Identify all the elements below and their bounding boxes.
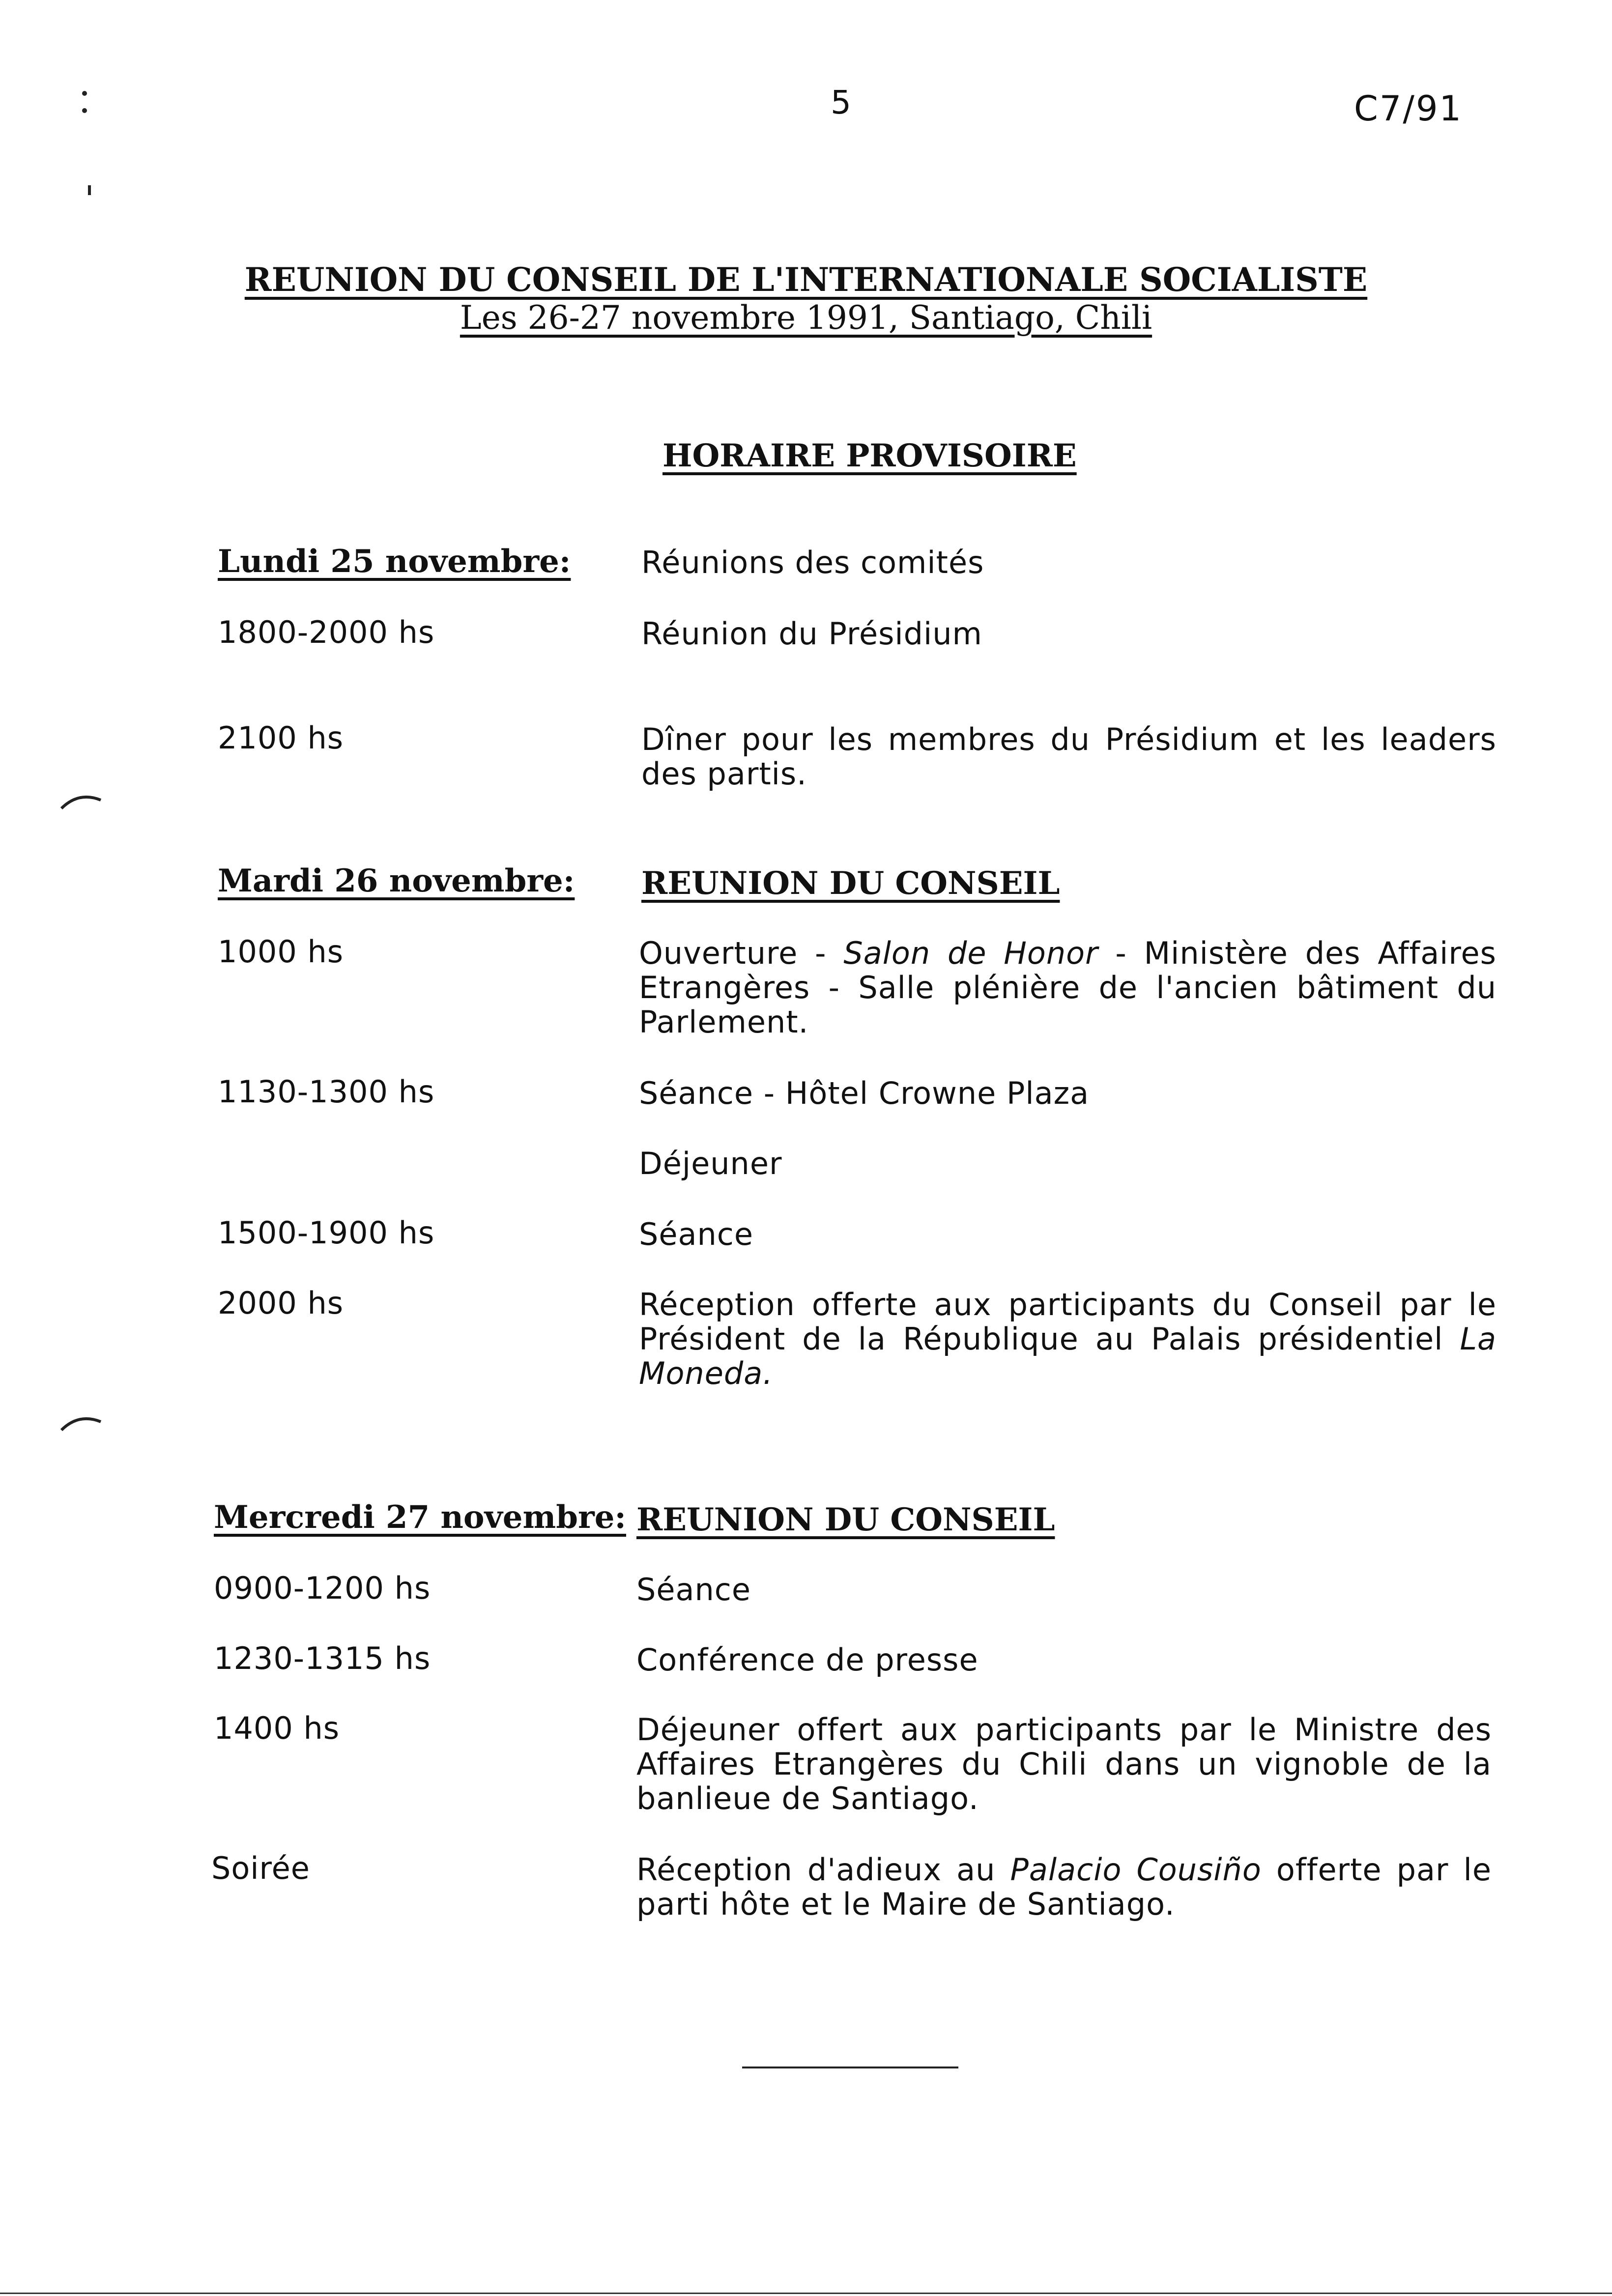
schedule-time: 1500-1900 hs: [218, 1215, 435, 1251]
schedule-description: Conférence de presse: [636, 1642, 979, 1678]
schedule-time: 0900-1200 hs: [214, 1570, 431, 1606]
description-text: Réception d'adieux au: [636, 1852, 1010, 1888]
schedule-time: 1000 hs: [218, 934, 344, 970]
schedule-time: 1800-2000 hs: [218, 614, 435, 650]
punch-hole-mark: [59, 1413, 103, 1433]
schedule-description: Déjeuner: [639, 1146, 782, 1181]
description-text: offerte par le parti hôte et le Maire de Santiago.: [636, 1852, 1492, 1922]
schedule-description: Séance: [639, 1216, 754, 1252]
schedule-description: Séance: [636, 1572, 751, 1607]
venue-name: Palacio Cousiño: [1010, 1852, 1262, 1888]
document-reference: C7/91: [1354, 88, 1463, 129]
schedule-time: Soirée: [211, 1850, 310, 1886]
punch-hole-mark: [59, 791, 103, 811]
schedule-time: 2000 hs: [218, 1285, 344, 1321]
day-heading-wednesday: Mercredi 27 novembre:: [214, 1499, 627, 1536]
meeting-title: REUNION DU CONSEIL DE L'INTERNATIONALE SOCIALISTE: [244, 260, 1368, 299]
scan-speck-mark: [79, 88, 93, 118]
schedule-title: HORAIRE PROVISOIRE: [662, 437, 1077, 474]
bottom-scan-edge: [0, 2293, 1612, 2294]
schedule-description: Réunion du Présidium: [641, 616, 982, 652]
venue-name: Salon de Honor: [843, 935, 1098, 971]
meeting-subtitle: Les 26-27 novembre 1991, Santiago, Chili: [460, 299, 1152, 337]
schedule-time: 1130-1300 hs: [218, 1074, 435, 1110]
day-heading-monday: Lundi 25 novembre:: [218, 543, 571, 580]
schedule-description: Dîner pour les membres du Présidium et les leaders des partis.: [641, 721, 1497, 792]
schedule-time: 2100 hs: [218, 720, 344, 756]
schedule-description: [636, 1853, 1492, 1922]
description-text: - Ministère des Affaires Etrangères - Salle plénière de l'ancien bâtiment du Parlement.: [639, 935, 1497, 1040]
venue-name: La Moneda.: [639, 1321, 1497, 1391]
schedule-description: [639, 936, 1497, 1039]
end-divider: [742, 2066, 958, 2068]
schedule-description: [639, 1288, 1497, 1391]
description-text: Réception offerte aux participants du Conseil par le Président de la République au Palais présidentiel: [639, 1287, 1497, 1357]
schedule-description: Déjeuner offert aux participants par le Ministre des Affaires Etrangères du Chili dans un vignoble de la banlieue de Santiago.: [636, 1712, 1492, 1816]
schedule-time: 1230-1315 hs: [214, 1640, 431, 1676]
scan-speck-mark: [86, 184, 96, 199]
schedule-description: Séance - Hôtel Crowne Plaza: [639, 1075, 1090, 1111]
session-wednesday: REUNION DU CONSEIL: [636, 1501, 1055, 1538]
description-text: Ouverture -: [639, 935, 844, 971]
day-heading-tuesday: Mardi 26 novembre:: [218, 862, 575, 899]
session-tuesday: REUNION DU CONSEIL: [641, 865, 1060, 902]
page-number: 5: [831, 84, 851, 121]
session-monday: Réunions des comités: [641, 545, 984, 580]
schedule-time: 1400 hs: [214, 1710, 340, 1746]
